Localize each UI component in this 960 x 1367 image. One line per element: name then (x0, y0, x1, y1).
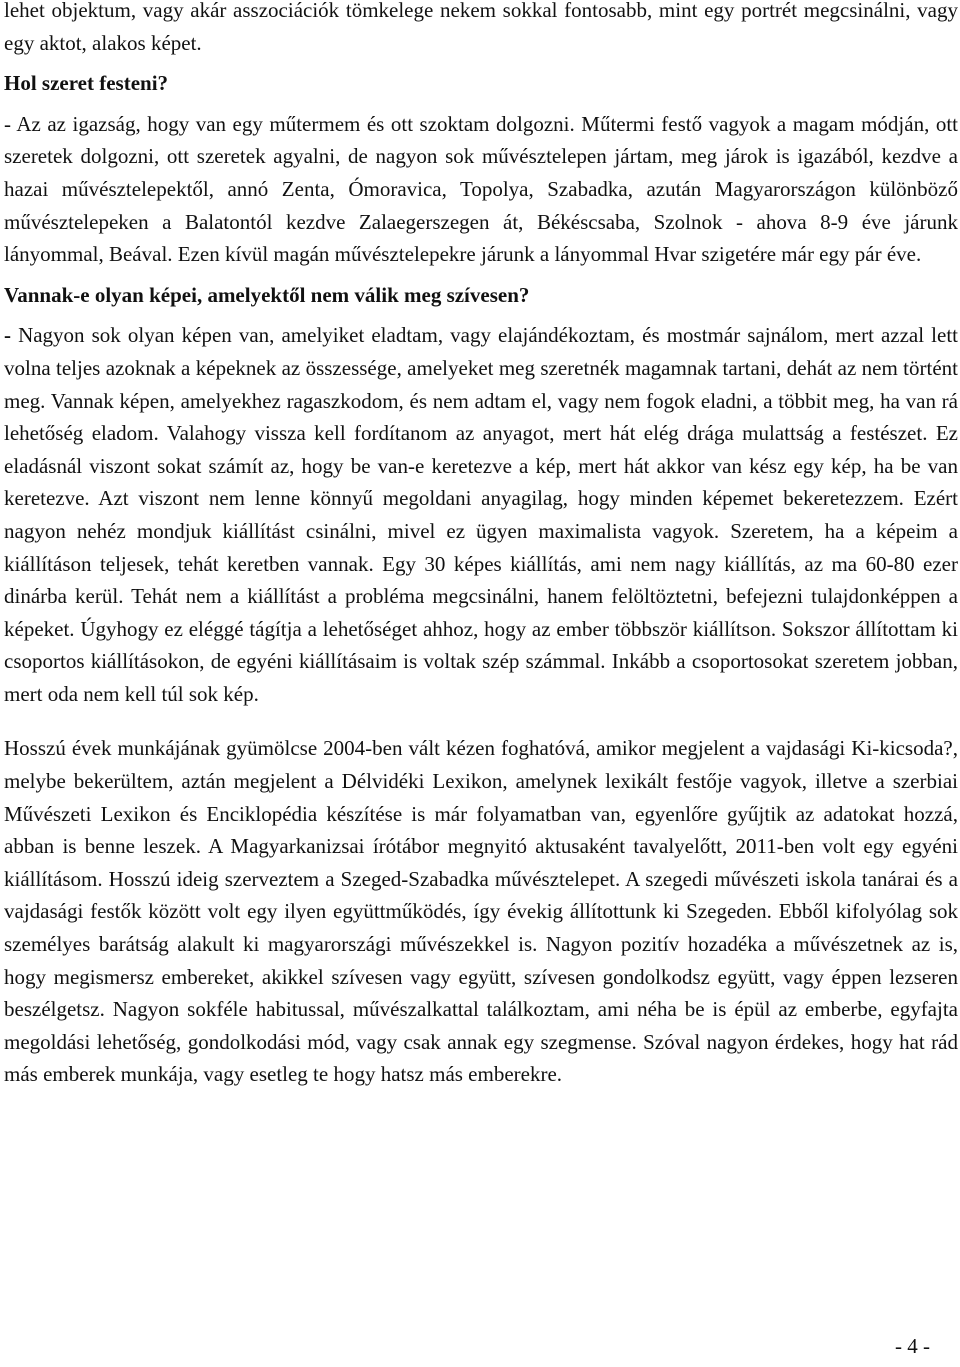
interview-answer-2 (4, 319, 958, 710)
answer-dash: - (4, 323, 11, 348)
paragraph-final: Hosszú évek munkájának gyümölcse 2004-ben vált kézen foghatóvá, amikor megjelent a vajdasági Ki-kicsoda?, melybe bekerültem, aztán megjelent a Délvidéki Lexikon, amelynek lexikált festője vagyok, illetve a szerbiai Művészeti Lexikon és Enciklopédia készítése is már folyamatban van, egyenlőre gyűjtik az adatokat hozzá, abban is benne leszek. A Magyarkanizsai írótábor megnyitó aktusaként tavalyelőtt, 2011-ben volt egy egyéni kiállításom. Hosszú ideig szerveztem a Szeged-Szabadka művésztelepet. A szegedi művészeti iskola tanárai és a vajdasági festők között volt egy ilyen együttműködés, így évekig állítottunk ki Szegeden. Ebből kifolyólag sok személyes barátság alakult ki magyarországi művészekkel is. Nagyon pozitív hozadéka a művészetnek az is, hogy megismersz embereket, akikkel szívesen vagy együtt, szívesen gondolkodsz együtt, vagy éppen lezseren beszélgetsz. Nagyon sokféle habitussal, művészalkattal találkoztam, ami néha be is épül az emberbe, egyfajta megoldási lehetőség, gondolkodási mód, vagy csak annak egy szegmense. Szóval nagyon érdekes, hogy hat rád más emberek munkája, vagy esetleg te hogy hatsz más emberekre. (4, 736, 958, 1087)
interview-answer-1: - Az az igazság, hogy van egy műtermem és ott szoktam dolgozni. Műtermi festő vagyok a magam módján, ott szeretek dolgozni, ott szeretek agyalni, de nagyon sok művésztelepen jártam, meg járok is igazából, kezdve a hazai művésztelepektől, annó Zenta, Ómoravica, Topolya, Szabadka, azután Magyarországon különböző művésztelepeken a Balatontól kezdve Zalaegerszegen át, Békéscsaba, Szolnok - ahova 8-9 éve járunk lányommal, Beával. Ezen kívül magán művésztelepekre járunk a lányommal Hvar szigetére már egy pár éve. (4, 111, 958, 267)
document-page (4, 0, 958, 1091)
interview-question-1: Hol szeret festeni? (4, 71, 169, 96)
paragraph-continuation: lehet objektum, vagy akár asszociációk tömkelege nekem sokkal fontosabb, mint egy portrét megcsinálni, vagy egy aktot, alakos képet. (4, 0, 958, 55)
answer-2-text: Nagyon sok olyan képen van, amelyiket eladtam, vagy elajándékoztam, és mostmár sajnálom, mert azzal lett volna teljes azoknak a képeknek az összessége, amelyeket meg szeretnék magamnak tartani, dehát az nem történt meg. Vannak képen, amelyekhez ragaszkodom, és nem adtam el, vagy nem fogok eladni, a többit meg, ha van rá lehetőség eladom. Valahogy vissza kell fordítanom az anyagot, mert hát elég drága mulattság a festészet. Ez eladásnál viszont sokat számít az, hogy be van-e keretezve a kép, mert hát akkor van kész egy kép, ha be van keretezve. Azt viszont nem lenne könnyű megoldani anyagilag, hogy minden képemet bekeretezzem. Ezért nagyon nehéz mondjuk kiállítást csinálni, mivel ez ügyen maximalista vagyok. Szeretem, ha a képeim a kiállításon teljesek, tehát keretben vannak. Egy 30 képes kiállítás, ami nem nagy kiállítás, az ma 60-80 ezer dinárba kerül. Tehát nem a kiállítást a probléma megcsinálni, hanem felöltöztetni, befejezni tulajdonképpen a képeket. Úgyhogy ez eléggé tágítja a lehetőséget ahhoz, hogy az ember többször kiállítson. Sokszor állítottam ki csoportos kiállításokon, de egyéni kiállításaim is voltak szép számmal. Inkább a csoportosokat szeretem jobban, mert oda nem kell túl sok kép. (4, 323, 958, 706)
page-number: - 4 - (895, 1334, 930, 1358)
interview-question-2: Vannak-e olyan képei, amelyektől nem válik meg szívesen? (4, 282, 530, 307)
